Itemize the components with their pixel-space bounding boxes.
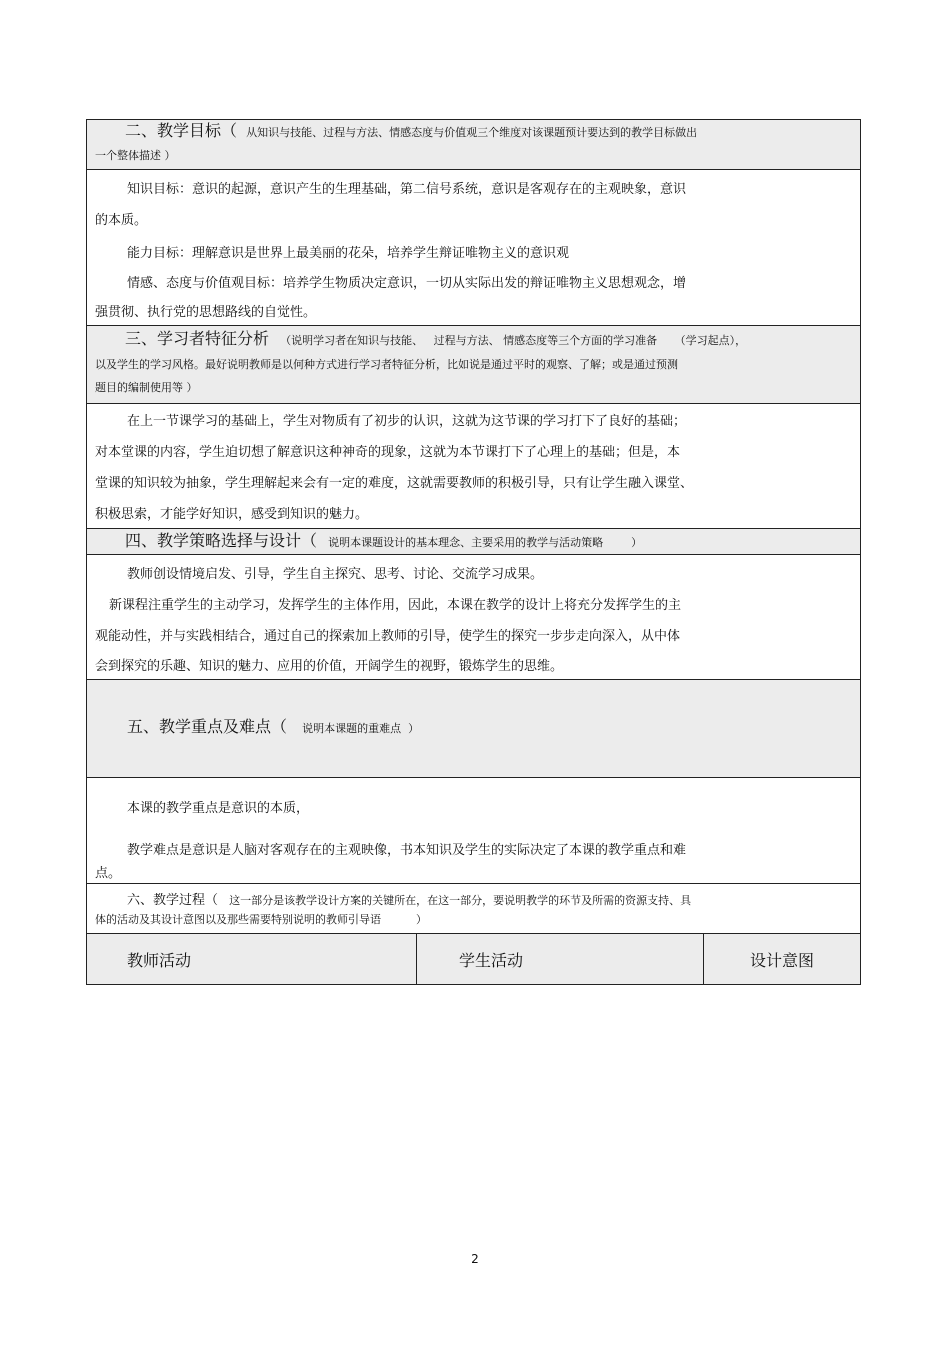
column-teacher-activity: 教师活动 (87, 934, 417, 984)
body-text: 强贯彻、执行党的思想路线的自觉性。 (95, 305, 317, 320)
section-title: 五、教学重点及难点（ (127, 717, 288, 736)
section-note: 说明本课题的重难点 ） (302, 722, 420, 735)
body-text: 情感、态度与价值观目标：培养学生物质决定意识，一切从实际出发的辩证唯物主义思想观念，增 (127, 276, 687, 291)
body-text: 堂课的知识较为抽象，学生理解起来会有一定的难度，这就需要教师的积极引导，只有让学生融入课堂、 (95, 476, 694, 491)
column-student-activity: 学生活动 (417, 934, 704, 984)
section-note: 题目的编制使用等 ） (95, 381, 198, 394)
body-text: 点。 (95, 866, 122, 881)
section-note: 一个整体描述 ） (95, 149, 176, 162)
lesson-plan-table (86, 119, 861, 985)
section-strategy-header (87, 529, 860, 555)
body-text: 观能动性，并与实践相结合，通过自己的探索加上教师的引导，使学生的探究一步步走向深入，从中体 (95, 629, 681, 644)
body-text: 教学难点是意识是人脑对客观存在的主观映像，书本知识及学生的实际决定了本课的教学重点和难 (127, 843, 687, 858)
section-note: 说明本课题设计的基本理念、主要采用的教学与活动策略 ） (328, 536, 643, 549)
section-note: （说明学习者在知识与技能、 过程与方法、 情感态度等三个方面的学习准备 （学习起点）， (280, 334, 747, 347)
section-note: 这一部分是该教学设计方案的关键所在，在这一部分，要说明教学的环节及所需的资源支持、具 (229, 894, 692, 907)
body-text: 知识目标：意识的起源，意识产生的生理基础，第二信号系统，意识是客观存在的主观映象，意识 (127, 182, 687, 197)
section-teaching-goals-header (87, 120, 860, 170)
learner-analysis-content (87, 404, 860, 529)
section-note: 以及学生的学习风格。最好说明教师是以何种方式进行学习者特征分析，比如说是通过平时的观察、了解；或是通过预测 (95, 358, 678, 371)
strategy-content (87, 555, 860, 680)
section-process-header (87, 884, 860, 934)
section-title: 二、教学目标（ (125, 121, 238, 140)
section-title: 六、教学过程（ (127, 893, 219, 908)
body-text: 会到探究的乐趣、知识的魅力、应用的价值，开阔学生的视野，锻炼学生的思维。 (95, 659, 564, 674)
body-text: 教师创设情境启发、引导，学生自主探究、思考、讨论、交流学习成果。 (127, 567, 544, 582)
section-note: 体的活动及其设计意图以及那些需要特别说明的教师引导语 ） (95, 913, 427, 926)
body-text: 在上一节课学习的基础上，学生对物质有了初步的认识，这就为这节课的学习打下了良好的基础； (127, 414, 687, 429)
column-design-intent: 设计意图 (749, 950, 814, 970)
body-text: 能力目标：理解意识是世界上最美丽的花朵，培养学生辩证唯物主义的意识观 (127, 246, 570, 261)
section-learner-analysis-header (87, 326, 860, 404)
process-column-headers (87, 934, 860, 984)
page-number: 2 (471, 1252, 479, 1266)
body-text: 对本堂课的内容，学生迫切想了解意识这种神奇的现象，这就为本节课打下了心理上的基础；但是，本 (95, 445, 681, 460)
body-text: 新课程注重学生的主动学习，发挥学生的主体作用，因此，本课在教学的设计上将充分发挥学生的主 (109, 598, 682, 613)
body-text: 本课的教学重点是意识的本质， (127, 801, 310, 816)
section-title: 四、教学策略选择与设计（ (125, 531, 318, 550)
body-text: 积极思索，才能学好知识，感受到知识的魅力。 (95, 507, 369, 522)
body-text: 的本质。 (95, 213, 148, 228)
section-title: 三、学习者特征分析 (125, 329, 270, 348)
teaching-goals-content (87, 170, 860, 326)
section-key-points-header (87, 680, 860, 778)
section-note: 从知识与技能、过程与方法、情感态度与价值观三个维度对该课题预计要达到的教学目标做出 (246, 126, 698, 139)
key-points-content (87, 778, 860, 884)
